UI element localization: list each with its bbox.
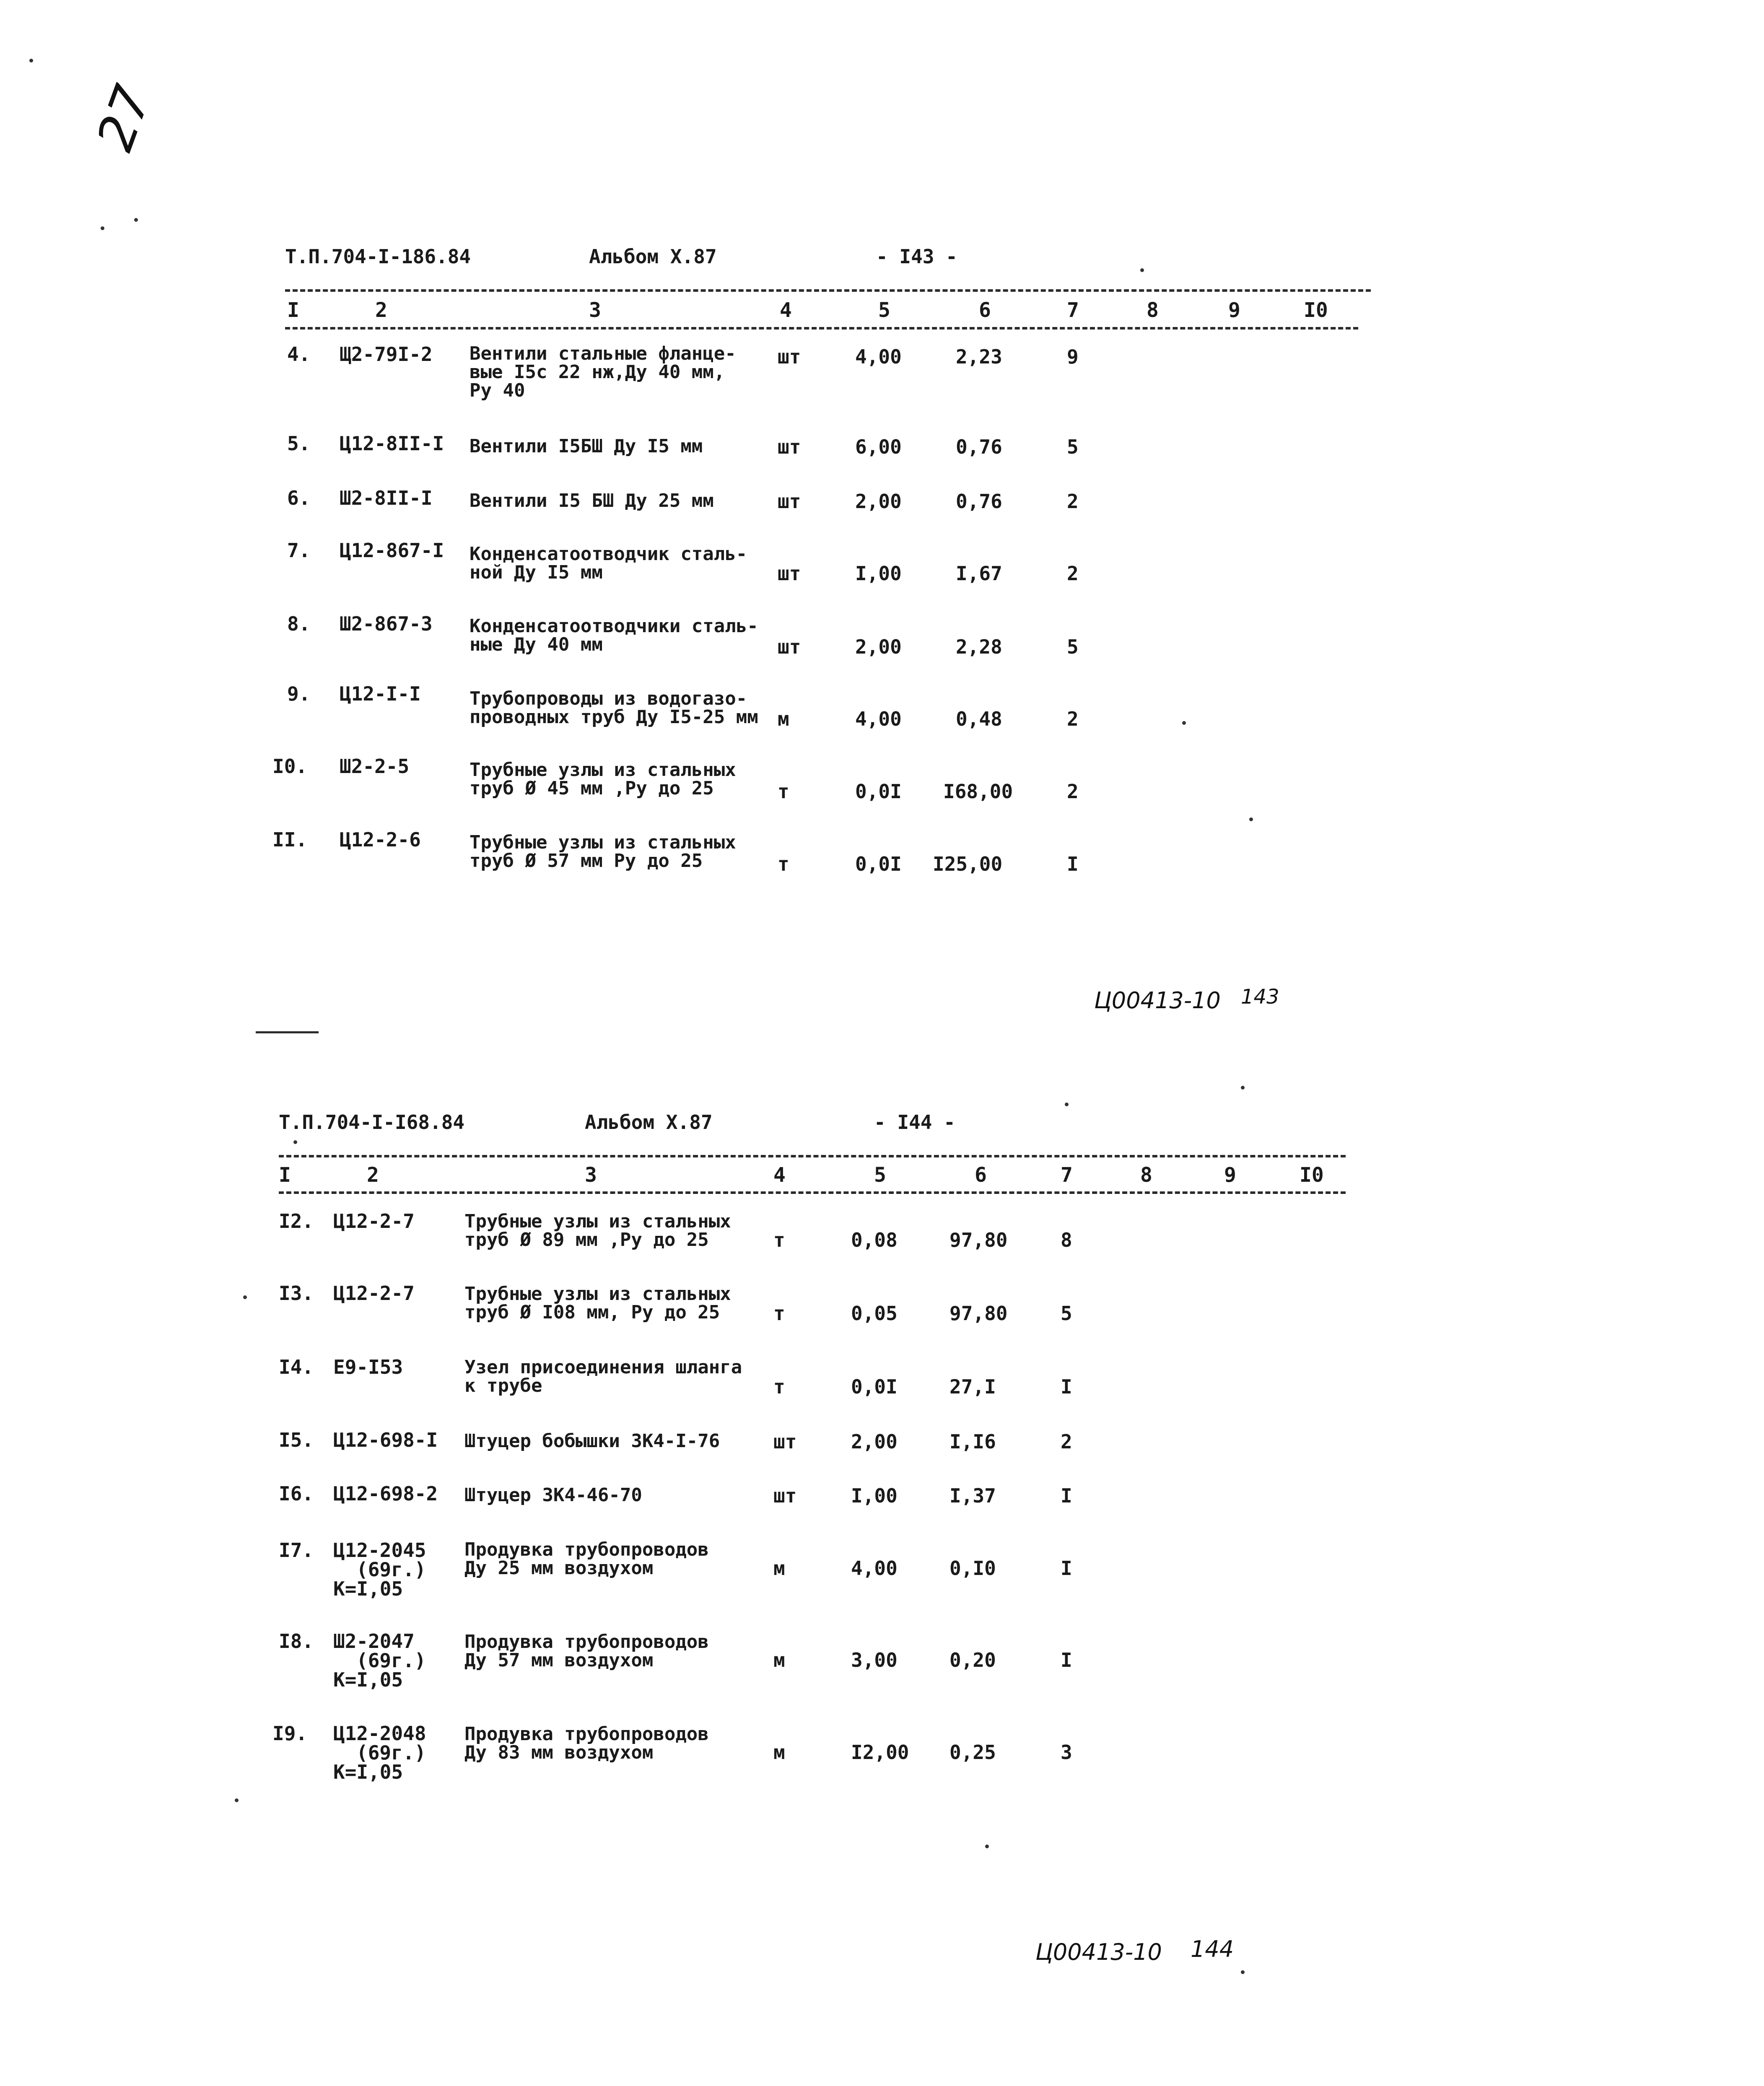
row-col7: 5: [1067, 636, 1079, 658]
row-unit: т: [778, 853, 789, 875]
column-header: 7: [1061, 1163, 1073, 1187]
row-number: I7.: [279, 1539, 314, 1562]
row-quantity: 4,00: [855, 708, 902, 730]
row-description: Ду 83 мм воздухом: [464, 1742, 654, 1763]
row-number: I8.: [279, 1630, 314, 1653]
row-quantity: 2,00: [855, 490, 902, 513]
row-quantity: 6,00: [855, 436, 902, 458]
table-header-rule: [285, 327, 1358, 330]
table-header-rule: [279, 1191, 1346, 1194]
row-price: 0,48: [956, 708, 1002, 730]
row-unit: шт: [778, 636, 801, 658]
row-number: 7.: [287, 539, 311, 562]
row-description: труб Ø I08 мм, Ру до 25: [464, 1302, 720, 1323]
scan-speck: [1065, 1103, 1069, 1106]
scan-speck: [235, 1798, 239, 1802]
row-code-year: (69г.): [356, 1558, 426, 1581]
page-number: - I44 -: [874, 1111, 955, 1134]
row-description: Ду 25 мм воздухом: [464, 1557, 654, 1579]
row-description: Ду 57 мм воздухом: [464, 1650, 654, 1671]
column-header: 4: [773, 1163, 786, 1187]
row-code: Ц12-8II-I: [340, 432, 444, 455]
row-col7: I: [1061, 1484, 1072, 1507]
scan-speck: [985, 1845, 989, 1848]
row-description: Узел присоединения шланга: [464, 1357, 742, 1378]
row-description: Трубные узлы из стальных: [464, 1283, 731, 1305]
row-code: Е9-I53: [333, 1356, 403, 1378]
row-quantity: I,00: [851, 1484, 898, 1507]
row-description: Трубные узлы из стальных: [470, 759, 736, 781]
row-code: Ш2-8II-I: [340, 487, 433, 509]
row-description: Штуцер ЗК4-46-70: [464, 1484, 642, 1506]
row-price: 2,28: [956, 636, 1002, 658]
album-label: Альбом X.87: [585, 1111, 713, 1134]
row-description: Штуцер бобышки ЗК4-I-76: [464, 1430, 720, 1452]
handwritten-page-number: 144: [1191, 1936, 1234, 1962]
table-top-rule: [279, 1155, 1346, 1157]
row-code: Ш2-867-3: [340, 612, 433, 635]
row-col7: 5: [1061, 1302, 1072, 1325]
row-number: I4.: [279, 1356, 314, 1378]
column-header: 5: [878, 298, 890, 322]
row-unit: шт: [773, 1484, 797, 1507]
row-col7: I: [1061, 1557, 1072, 1580]
row-price: 0,20: [949, 1649, 996, 1671]
scan-speck: [1241, 1970, 1245, 1974]
column-header: 4: [780, 298, 792, 322]
row-description: Вентили I5БШ Ду I5 мм: [470, 436, 703, 457]
row-number: 4.: [287, 343, 311, 366]
album-label: Альбом X.87: [589, 245, 717, 268]
row-description: проводных труб Ду I5-25 мм: [470, 706, 758, 728]
row-code: Ц12-I-I: [340, 682, 421, 705]
row-code-coefficient: К=I,05: [333, 1668, 403, 1691]
row-code: Ц12-2045: [333, 1539, 426, 1562]
table-top-rule: [285, 289, 1371, 292]
row-code: Ц12-698-2: [333, 1482, 438, 1505]
row-number: I0.: [272, 755, 308, 778]
row-price: 97,80: [949, 1229, 1008, 1251]
row-description: Продувка трубопроводов: [464, 1539, 709, 1560]
row-code: Щ2-79I-2: [340, 343, 433, 366]
row-number: I6.: [279, 1482, 314, 1505]
row-price: 0,I0: [949, 1557, 996, 1580]
row-quantity: 0,0I: [855, 853, 902, 875]
handwritten-archive-number: Ц00413-10: [1094, 987, 1221, 1014]
row-number: I9.: [272, 1722, 308, 1745]
row-code: Ц12-698-I: [333, 1429, 438, 1451]
row-description: Конденсатоотводчики сталь-: [470, 615, 758, 637]
row-quantity: I2,00: [851, 1741, 909, 1764]
scan-speck: [1241, 1086, 1245, 1090]
row-unit: шт: [778, 436, 801, 458]
row-code: Ц12-2-6: [340, 828, 421, 851]
row-description: ной Ду I5 мм: [470, 562, 603, 583]
row-price: 97,80: [949, 1302, 1008, 1325]
row-description: Вентили I5 БШ Ду 25 мм: [470, 490, 714, 511]
row-col7: 2: [1067, 708, 1079, 730]
row-code-year: (69г.): [356, 1649, 426, 1672]
row-description: вые I5с 22 нж,Ду 40 мм,: [470, 361, 725, 383]
row-price: 27,I: [949, 1375, 996, 1398]
row-unit: т: [778, 780, 789, 803]
row-description: Конденсатоотводчик сталь-: [470, 543, 747, 565]
row-quantity: 0,05: [851, 1302, 898, 1325]
row-quantity: 0,0I: [855, 780, 902, 803]
row-code: Ц12-2-7: [333, 1282, 415, 1305]
row-number: 8.: [287, 612, 311, 635]
row-unit: м: [773, 1649, 785, 1671]
row-description: Продувка трубопроводов: [464, 1723, 709, 1745]
column-header: 3: [585, 1163, 597, 1187]
row-unit: шт: [773, 1430, 797, 1453]
row-description: ные Ду 40 мм: [470, 634, 603, 655]
scan-speck: [1182, 721, 1186, 725]
row-code: Ц12-2-7: [333, 1210, 415, 1232]
row-code-coefficient: К=I,05: [333, 1577, 403, 1600]
row-col7: 2: [1067, 562, 1079, 585]
row-price: I68,00: [943, 780, 1013, 803]
row-col7: I: [1061, 1649, 1072, 1671]
row-description: Ру 40: [470, 380, 525, 401]
row-unit: м: [773, 1741, 785, 1764]
row-number: I3.: [279, 1282, 314, 1305]
row-col7: 2: [1061, 1430, 1072, 1453]
row-col7: 2: [1067, 780, 1079, 803]
column-header: 5: [874, 1163, 886, 1187]
row-unit: шт: [778, 345, 801, 368]
margin-handwritten-mark: 27: [86, 78, 163, 158]
row-quantity: 4,00: [851, 1557, 898, 1580]
column-header: I: [279, 1163, 291, 1187]
row-quantity: 0,08: [851, 1229, 898, 1251]
row-number: 6.: [287, 487, 311, 509]
column-header: 8: [1147, 298, 1159, 322]
scan-speck: [29, 59, 33, 62]
row-price: 0,25: [949, 1741, 996, 1764]
scan-speck: [134, 218, 138, 222]
row-description: Вентили стальные фланце-: [470, 343, 736, 364]
row-price: I,I6: [949, 1430, 996, 1453]
row-unit: шт: [778, 490, 801, 513]
row-unit: т: [773, 1229, 785, 1251]
row-quantity: 2,00: [851, 1430, 898, 1453]
column-header: 3: [589, 298, 601, 322]
row-description: Трубные узлы из стальных: [470, 832, 736, 853]
row-unit: м: [778, 708, 789, 730]
row-quantity: 4,00: [855, 345, 902, 368]
column-header: 6: [979, 298, 991, 322]
page-number: - I43 -: [876, 245, 957, 268]
row-quantity: 3,00: [851, 1649, 898, 1671]
row-price: I25,00: [933, 853, 1003, 875]
column-header: 8: [1140, 1163, 1152, 1187]
row-number: I5.: [279, 1429, 314, 1451]
row-col7: 9: [1067, 345, 1079, 368]
row-number: 9.: [287, 682, 311, 705]
column-header: I0: [1300, 1163, 1324, 1187]
row-col7: I: [1067, 853, 1079, 875]
row-quantity: 2,00: [855, 636, 902, 658]
row-code-year: (69г.): [356, 1741, 426, 1764]
row-description: труб Ø 45 мм ,Ру до 25: [470, 778, 714, 799]
row-code: Ш2-2-5: [340, 755, 410, 778]
column-header: I0: [1304, 298, 1328, 322]
column-header: 7: [1067, 298, 1079, 322]
row-number: I2.: [279, 1210, 314, 1232]
row-col7: 8: [1061, 1229, 1072, 1251]
row-price: 0,76: [956, 436, 1002, 458]
row-unit: м: [773, 1557, 785, 1580]
scan-speck: [1249, 817, 1253, 821]
row-price: I,67: [956, 562, 1002, 585]
row-col7: 5: [1067, 436, 1079, 458]
scan-speck: [293, 1140, 297, 1144]
row-description: Трубопроводы из водогазо-: [470, 688, 747, 709]
row-description: труб Ø 89 мм ,Ру до 25: [464, 1229, 709, 1251]
row-code: Ц12-867-I: [340, 539, 444, 562]
row-unit: т: [773, 1375, 785, 1398]
row-unit: т: [773, 1302, 785, 1325]
row-number: 5.: [287, 432, 311, 455]
row-code-coefficient: К=I,05: [333, 1761, 403, 1783]
row-price: I,37: [949, 1484, 996, 1507]
document-code: Т.П.704-I-I68.84: [279, 1111, 465, 1134]
scan-speck: [101, 226, 104, 230]
column-header: 6: [975, 1163, 987, 1187]
row-number: II.: [272, 828, 308, 851]
column-header: 9: [1224, 1163, 1236, 1187]
row-description: Продувка трубопроводов: [464, 1631, 709, 1653]
column-header: 2: [375, 298, 387, 322]
row-unit: шт: [778, 562, 801, 585]
handwritten-page-number: 143: [1241, 985, 1279, 1009]
row-col7: I: [1061, 1375, 1072, 1398]
row-code: Ц12-2048: [333, 1722, 426, 1745]
document-code: Т.П.704-I-186.84: [285, 245, 471, 268]
row-price: 0,76: [956, 490, 1002, 513]
row-description: Трубные узлы из стальных: [464, 1211, 731, 1232]
row-quantity: I,00: [855, 562, 902, 585]
row-price: 2,23: [956, 345, 1002, 368]
row-code: Ш2-2047: [333, 1630, 415, 1653]
column-header: I: [287, 298, 299, 322]
scan-speck: [243, 1295, 247, 1299]
row-col7: 2: [1067, 490, 1079, 513]
separator-stroke: [256, 1031, 319, 1033]
row-description: к трубе: [464, 1375, 542, 1396]
handwritten-archive-number: Ц00413-10: [1035, 1939, 1162, 1965]
column-header: 9: [1228, 298, 1240, 322]
row-quantity: 0,0I: [851, 1375, 898, 1398]
scan-speck: [1140, 268, 1144, 272]
column-header: 2: [367, 1163, 379, 1187]
row-description: труб Ø 57 мм Ру до 25: [470, 850, 703, 872]
row-col7: 3: [1061, 1741, 1072, 1764]
